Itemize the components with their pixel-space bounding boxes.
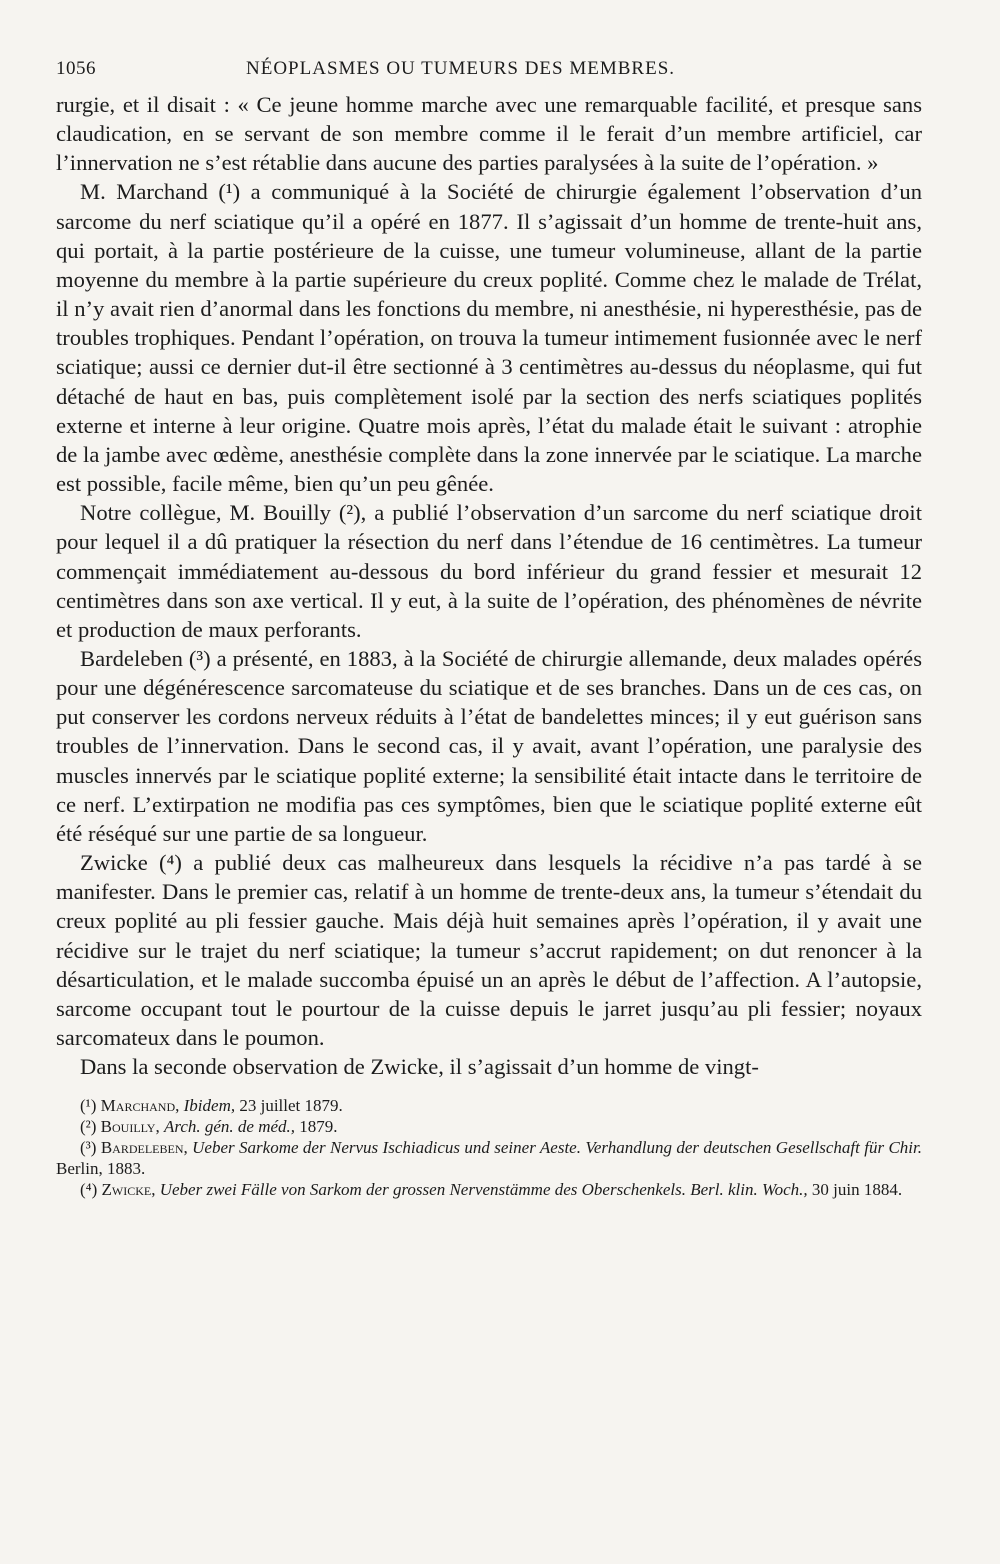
- footnote-details: Berlin, 1883.: [56, 1159, 146, 1179]
- footnote-mark: (⁴): [80, 1180, 102, 1200]
- footnote-author: Marchand: [100, 1096, 176, 1116]
- footnote-work: Ibidem,: [183, 1096, 236, 1116]
- footnote-work: Arch. gén. de méd.,: [163, 1117, 296, 1137]
- paragraph-bardeleben: Bardeleben (³) a présenté, en 1883, à la Société de chirurgie allemande, deux malades opérés pour une dégénérescence sarcomateuse du sciatique et de ses branches. Dans un de ces cas, on put conserver les cordons nerveux réduits à l’état de bandelettes minces; il y eut guérison sans troubles de l’innervation. Dans le second cas, il y avait, avant l’opération, une paralysie des muscles innervés par le sciatique poplité externe; la sensibilité était intacte dans le territoire de ce nerf. L’extirpation ne modifia pas ces symptômes, bien que le sciatique poplité externe eût été réséqué sur une partie de sa longueur.: [56, 645, 922, 846]
- paragraph-bouilly: Notre collègue, M. Bouilly (²), a publié l’observation d’un sarcome du nerf sciatique droit pour lequel il a dû pratiquer la résection du nerf dans l’étendue de 16 centimètres. La tumeur commençait immédiatement au-dessous du bord inférieur du grand fessier et mesurait 12 centimètres dans son axe vertical. Il y eut, à la suite de l’opération, des phénomènes de névrite et production de maux perforants.: [56, 500, 922, 642]
- footnote-details: 1879.: [295, 1117, 338, 1137]
- footnote-author: Bouilly: [100, 1117, 156, 1137]
- paragraph-zwicke: Zwicke (⁴) a publié deux cas malheureux dans lesquels la récidive n’a pas tardé à se manifester. Dans le premier cas, relatif à un homme de trente-deux ans, la tumeur s’étendait du creux poplité au pli fessier gauche. Mais déjà huit semaines après l’opération, il y avait une récidive sur le trajet du nerf sciatique; la tumeur s’accrut rapidement; on dut renoncer à la désarticulation, et le malade succomba épuisé un an après le début de l’affection. A l’autopsie, sarcome occupant tout le pourtour de la cuisse depuis le jarret jusqu’au pli fessier; noyaux sarcomateux dans le poumon.: [56, 850, 922, 1050]
- footnote-mark: (³): [80, 1138, 101, 1158]
- book-page: [56, 58, 922, 1200]
- running-title: NÉOPLASMES OU TUMEURS DES MEMBRES.: [246, 58, 676, 79]
- body-text: [56, 90, 922, 1081]
- paragraph-marchand: M. Marchand (¹) a communiqué à la Société de chirurgie également l’observation d’un sarcome du nerf sciatique qu’il a opéré en 1877. Il s’agissait d’un homme de trente-huit ans, qui portait, à la partie postérieure de la cuisse, une tumeur volumineuse, allant de la partie moyenne du membre à la partie supérieure du creux poplité. Comme chez le malade de Trélat, il n’y avait rien d’anormal dans les fonctions du membre, ni anesthésie, ni hyperesthésie, pas de troubles trophiques. Pendant l’opération, on trouva la tumeur intimement fusionnée avec le nerf sciatique; aussi ce dernier dut-il être sectionné à 3 centimètres au-dessus du néoplasme, qui fut détaché de haut en bas, puis complètement isolé par la section des nerfs sciatiques poplités externe et interne à leur origine. Quatre mois après, l’état du malade était le suivant : atrophie de la jambe avec œdème, anesthésie complète dans la zone innervée par le sciatique. La marche est possible, facile même, bien qu’un peu gênée.: [56, 179, 922, 497]
- page-number: 1056: [56, 58, 96, 79]
- footnote-details: 30 juin 1884.: [807, 1180, 903, 1200]
- footnote-2: (²) Bouilly, Arch. gén. de méd., 1879.: [80, 1117, 338, 1137]
- footnote-work: Ueber zwei Fälle von Sarkom der grossen Nervenstämme des Oberschenkels. Berl. klin. Woch.,: [159, 1180, 808, 1200]
- footnote-work: Ueber Sarkome der Nervus Ischiadicus und seiner Aeste. Verhandlung der deutschen Gesellschaft für Chir.: [192, 1138, 923, 1158]
- footnote-3: (³) Bardeleben, Ueber Sarkome der Nervus Ischiadicus und seiner Aeste. Verhandlung der deutschen Gesellschaft für Chir. Berlin, 1883.: [56, 1138, 923, 1179]
- footnote-author: Bardeleben: [100, 1138, 184, 1158]
- paragraph-zwicke-second: Dans la seconde observation de Zwicke, il s’agissait d’un homme de vingt-: [80, 1054, 759, 1080]
- footnotes: [56, 1095, 922, 1200]
- footnote-author: Zwicke: [101, 1180, 152, 1200]
- footnote-mark: (¹): [80, 1096, 101, 1116]
- paragraph-continuation: rurgie, et il disait : « Ce jeune homme marche avec une remarquable facilité, et presque sans claudication, en se servant de son membre comme il le ferait d’un membre artificiel, car l’innervation ne s’est rétablie dans aucune des parties paralysées à la suite de l’opération. »: [56, 92, 922, 176]
- footnote-mark: (²): [80, 1117, 101, 1137]
- footnote-details: 23 juillet 1879.: [235, 1096, 343, 1116]
- footnote-1: (¹) Marchand, Ibidem, 23 juillet 1879.: [80, 1096, 343, 1116]
- footnote-4: (⁴) Zwicke, Ueber zwei Fälle von Sarkom der grossen Nervenstämme des Oberschenkels. Berl. klin. Woch., 30 juin 1884.: [80, 1180, 903, 1200]
- running-head: [56, 58, 922, 86]
